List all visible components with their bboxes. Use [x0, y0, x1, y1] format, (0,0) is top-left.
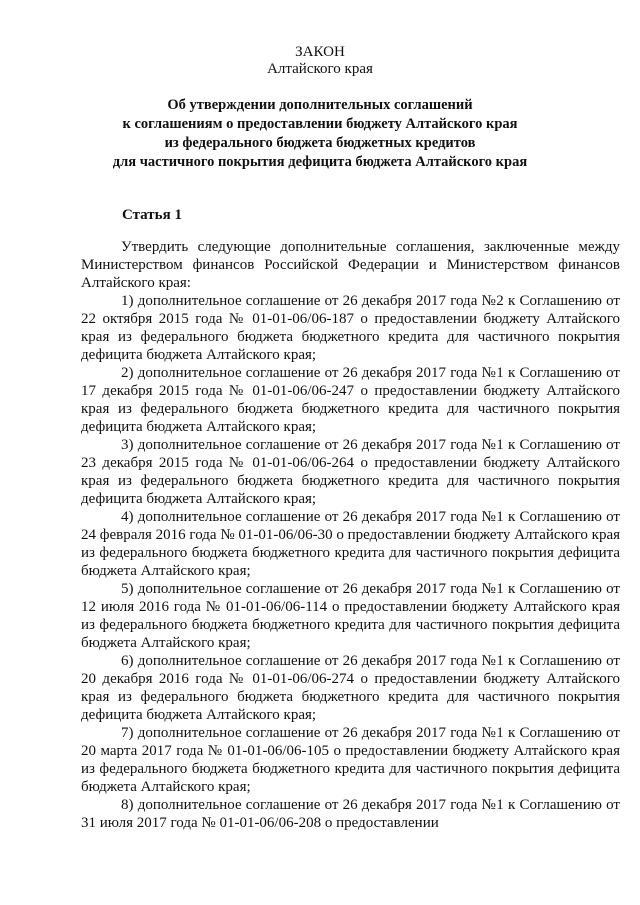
list-item — [81, 292, 620, 364]
list-item — [81, 796, 620, 832]
region-name: Алтайского края — [267, 61, 373, 77]
item-text: дополнительное соглашение от 26 декабря 2017 года №1 к Соглашению от 24 февраля 2016 года № 01-01-06/06-30 о предоставлении бюджету Алтайского края из федерального бюджета бюджетного кредита для частичного покрытия дефицита бюджета Алтайского края; — [81, 509, 620, 579]
item-number: 5) — [121, 581, 134, 597]
item-text: дополнительное соглашение от 26 декабря 2017 года №1 к Соглашению от 12 июля 2016 года № 01-01-06/06-114 о предоставлении бюджету Алтайского края из федерального бюджета бюджетного кредита для частичного покрытия дефицита бюджета Алтайского края; — [81, 581, 620, 651]
item-number: 4) — [121, 509, 134, 525]
list-item — [81, 508, 620, 580]
list-item — [81, 724, 620, 796]
list-item — [81, 652, 620, 724]
item-text: дополнительное соглашение от 26 декабря 2017 года №2 к Соглашению от 22 октября 2015 года № 01-01-06/06-187 о предоставлении бюджету Алтайского края из федерального бюджета бюджетного кредита для частичного покрытия дефицита бюджета Алтайского края; — [81, 293, 620, 363]
item-number: 7) — [121, 725, 134, 741]
list-item — [81, 436, 620, 508]
article-intro: Утвердить следующие дополнительные соглашения, заключенные между Министерством финансов Российской Федерации и Министерством финансов Алтайского края: — [81, 239, 620, 291]
item-number: 1) — [121, 293, 134, 309]
title-line: из федерального бюджета бюджетных кредитов — [164, 135, 476, 151]
item-text: дополнительное соглашение от 26 декабря 2017 года №1 к Соглашению от 23 декабря 2015 года № 01-01-06/06-264 о предоставлении бюджету Алтайского края из федерального бюджета бюджетного кредита для частичного покрытия дефицита бюджета Алтайского края; — [81, 437, 620, 507]
document-header — [0, 44, 640, 78]
document-type: ЗАКОН — [295, 44, 345, 60]
item-text: дополнительное соглашение от 26 декабря 2017 года №1 к Соглашению от 20 марта 2017 года № 01-01-06/06-105 о предоставлении бюджету Алтайского края из федерального бюджета бюджетного кредита для частичного покрытия дефицита бюджета Алтайского края; — [81, 725, 620, 795]
item-number: 3) — [121, 437, 134, 453]
item-number: 6) — [121, 653, 134, 669]
title-line: для частичного покрытия дефицита бюджета Алтайского края — [112, 154, 528, 170]
list-item — [81, 580, 620, 652]
list-item — [81, 364, 620, 436]
document-title — [60, 96, 580, 172]
article-heading: Статья 1 — [122, 207, 182, 223]
item-number: 2) — [121, 365, 134, 381]
item-text: дополнительное соглашение от 26 декабря 2017 года №1 к Соглашению от 20 декабря 2016 года № 01-01-06/06-274 о предоставлении бюджету Алтайского края из федерального бюджета бюджетного кредита для частичного покрытия дефицита бюджета Алтайского края; — [81, 653, 620, 723]
title-line: Об утверждении дополнительных соглашений — [167, 97, 473, 113]
item-text: дополнительное соглашение от 26 декабря 2017 года №1 к Соглашению от 31 июля 2017 года № 01-01-06/06-208 о предоставлении — [81, 797, 620, 831]
item-number: 8) — [121, 797, 134, 813]
article-body — [81, 238, 620, 832]
title-line: к соглашениям о предоставлении бюджету Алтайского края — [122, 116, 518, 132]
item-text: дополнительное соглашение от 26 декабря 2017 года №1 к Соглашению от 17 декабря 2015 года № 01-01-06/06-247 о предоставлении бюджету Алтайского края из федерального бюджета бюджетного кредита для частичного покрытия дефицита бюджета Алтайского края; — [81, 365, 620, 435]
